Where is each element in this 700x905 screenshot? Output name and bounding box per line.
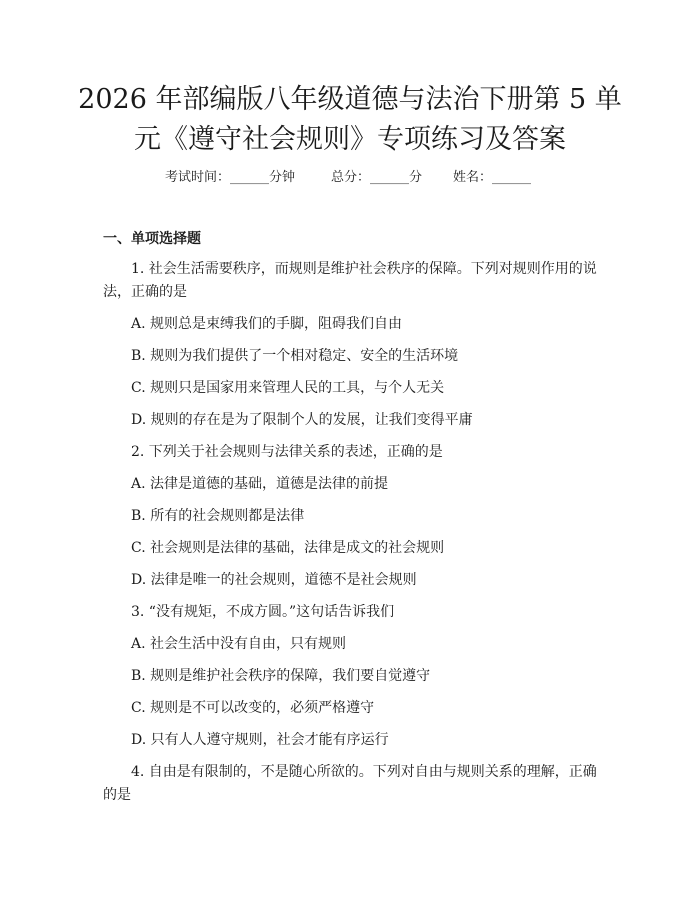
question-2-stem: 2. 下列关于社会规则与法律关系的表述，正确的是 [131,444,443,460]
question-1-option-b: B. 规则为我们提供了一个相对稳定、安全的生活环境 [131,348,459,364]
question-2-option-c: C. 社会规则是法律的基础，法律是成文的社会规则 [131,540,445,556]
question-1-stem-line-2: 法，正确的是 [103,284,187,300]
title-line-2: 元《遵守社会规则》专项练习及答案 [134,124,566,155]
title-line-1: 2026 年部编版八年级道德与法治下册第 5 单 [78,84,622,115]
question-3-option-a: A. 社会生活中没有自由，只有规则 [131,636,347,652]
question-1-option-a: A. 规则总是束缚我们的手脚，阻碍我们自由 [131,316,403,332]
question-3-option-b: B. 规则是维护社会秩序的保障，我们要自觉遵守 [131,668,431,684]
exam-time: 考试时间：______分钟 [165,170,296,185]
question-4-stem-line-1: 4. 自由是有限制的，不是随心所欲的。下列对自由与规则关系的理解，正确 [131,764,597,780]
question-4-stem-line-2: 的是 [103,787,131,803]
student-name: 姓名：______ [453,170,532,185]
question-3-option-c: C. 规则是不可以改变的，必须严格遵守 [131,700,375,716]
question-3-stem: 3. “没有规矩，不成方圆。”这句话告诉我们 [131,604,395,620]
question-1-stem-line-1: 1. 社会生活需要秩序，而规则是维护社会秩序的保障。下列对规则作用的说 [131,261,597,277]
question-2-option-a: A. 法律是道德的基础，道德是法律的前提 [131,476,389,492]
question-1-option-c: C. 规则只是国家用来管理人民的工具，与个人无关 [131,380,445,396]
section-heading: 一、单项选择题 [103,231,201,247]
question-1-option-d: D. 规则的存在是为了限制个人的发展，让我们变得平庸 [131,412,473,428]
exam-score: 总分：______分 [331,170,423,185]
question-2-option-b: B. 所有的社会规则都是法律 [131,508,305,524]
question-3-option-d: D. 只有人人遵守规则，社会才能有序运行 [131,732,389,748]
document-title [60,80,640,160]
question-2-option-d: D. 法律是唯一的社会规则，道德不是社会规则 [131,572,417,588]
